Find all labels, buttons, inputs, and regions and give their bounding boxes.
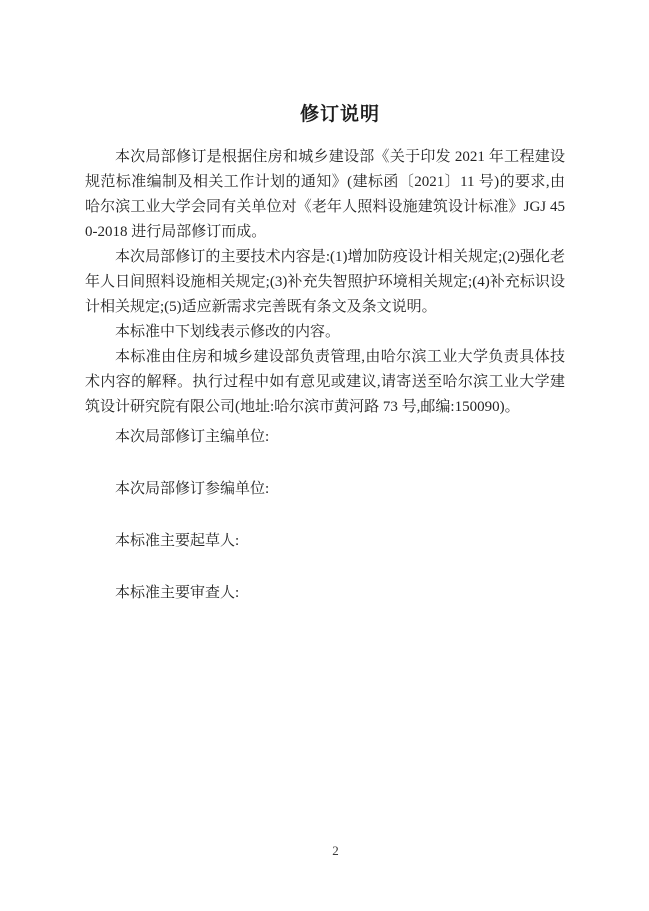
paragraph-revision-basis: 本次局部修订是根据住房和城乡建设部《关于印发 2021 年工程建设规范标准编制及相关工作计划的通知》(建标函〔2021〕11 号)的要求,由哈尔滨工业大学会同有关单位对《老年人照料设施建筑设计标准》JGJ 450-2018 进行局部修订而成。 [85,149,565,240]
credits-block [85,425,565,606]
paragraph-underline-note: 本标准中下划线表示修改的内容。 [115,324,341,340]
page-number: 2 [332,843,339,858]
main-drafters-label: 本标准主要起草人: [115,533,240,549]
participating-unit-label: 本次局部修订参编单位: [115,481,270,497]
paragraph-technical-content: 本次局部修订的主要技术内容是:(1)增加防疫设计相关规定;(2)强化老年人日间照料设施相关规定;(3)补充失智照护环境相关规定;(4)补充标识设计相关规定;(5)适应新需求完善既有条文及条文说明。 [85,249,565,315]
body-text-block [85,145,565,420]
chief-editing-unit-label: 本次局部修订主编单位: [115,429,270,445]
page-title: 修订说明 [299,104,380,125]
main-reviewers-label: 本标准主要审查人: [115,585,240,601]
paragraph-management-contact: 本标准由住房和城乡建设部负责管理,由哈尔滨工业大学负责具体技术内容的解释。执行过程中如有意见或建议,请寄送至哈尔滨工业大学建筑设计研究院有限公司(地址:哈尔滨市黄河路 73 号,邮编:150090)。 [85,349,565,415]
